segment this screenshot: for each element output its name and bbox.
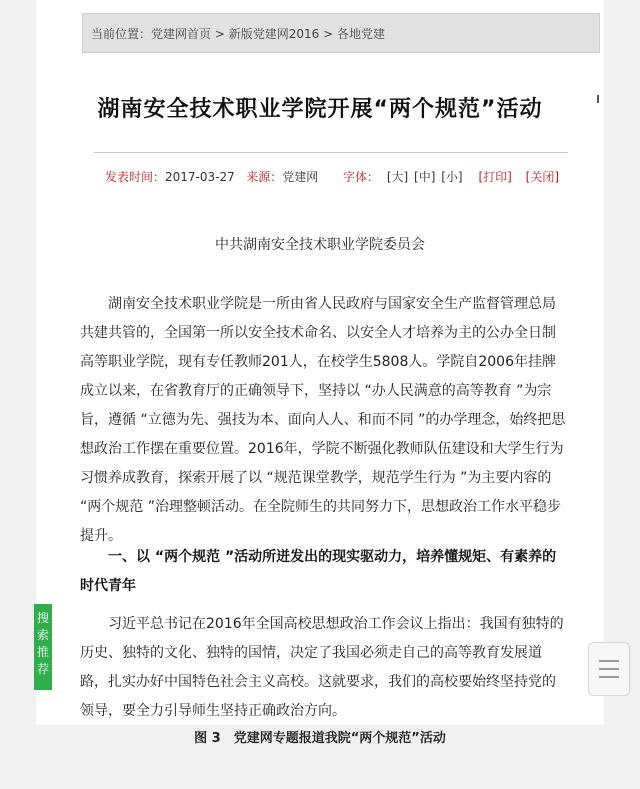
breadcrumb-link-category[interactable]: 各地党建 xyxy=(336,27,385,41)
breadcrumb-link-section[interactable]: 新版党建网2016 xyxy=(228,27,320,41)
breadcrumb-separator: > xyxy=(211,27,229,41)
menu-line xyxy=(599,660,619,662)
source-label: 来源： xyxy=(246,170,283,184)
breadcrumb-link-home[interactable]: 党建网首页 xyxy=(151,27,212,41)
font-size-large[interactable]: [大] xyxy=(386,170,409,184)
breadcrumb-separator: > xyxy=(319,27,337,41)
breadcrumb-label: 当前位置： xyxy=(91,27,152,41)
divider xyxy=(94,152,568,153)
section-heading: 一、以 “两个规范 ”活动所迸发出的现实驱动力，培养懂规矩、有素养的时代青年 xyxy=(80,549,557,594)
article-title: 湖南安全技术职业学院开展“两个规范”活动 xyxy=(97,97,543,122)
article-paragraph: 习近平总书记在2016年全国高校思想政治工作会议上指出：我国有独特的历史、独特的文化、独特的国情，决定了我国必须走自己的高等教育发展道路，扎实办好中国特色社会主义高校。这就要求，我们的高校要始终坚持党的领导，要全力引导师生坚持正确政治方向。 xyxy=(80,616,564,719)
article-paragraph: 湖南安全技术职业学院是一所由省人民政府与国家安全生产监督管理总局共建共管的，全国第一所以安全技术命名、以安全人才培养为主的公办全日制高等职业学院，现有专任教师201人，在校学生5808人。学院自2006年挂牌成立以来，在省教育厅的正确领导下，坚持以 “办人民满意的高等教育 ”为宗旨，遵循 “立德为先、强技为本、面向人人、和而不同 ”的办学理念，始终把思想政治工作摆在重要位置。2016年，学院不断强化教师队伍建设和大学生行为习惯养成教育，探索开展了以 “规范课堂教学，规范学生行为 ”为主要内容的 “两个规范 ”治理整顿活动。在全院师生的共同努力下，思想政治工作水平稳步提升。 xyxy=(80,296,566,544)
article-author-org: 中共湖南安全技术职业学院委员会 xyxy=(215,237,425,253)
article-meta xyxy=(105,168,560,185)
menu-line xyxy=(599,676,619,678)
date-label: 发表时间： xyxy=(105,170,166,184)
breadcrumb xyxy=(82,13,600,53)
search-recommend-tab[interactable]: 搜索推荐 xyxy=(34,604,52,690)
source-value: 党建网 xyxy=(282,170,319,184)
menu-icon[interactable] xyxy=(588,642,630,696)
print-link[interactable]: [打印] xyxy=(478,170,512,184)
figure-caption: 图 3 党建网专题报道我院“两个规范”活动 xyxy=(194,731,446,746)
font-size-controls xyxy=(343,168,559,185)
close-link[interactable]: [关闭] xyxy=(525,170,560,184)
publish-date: 2017-03-27 xyxy=(165,170,235,184)
menu-line xyxy=(599,668,619,670)
font-size-small[interactable]: [小] xyxy=(441,170,463,184)
font-size-medium[interactable]: [中] xyxy=(414,170,436,184)
font-size-label: 字体： xyxy=(343,170,380,184)
